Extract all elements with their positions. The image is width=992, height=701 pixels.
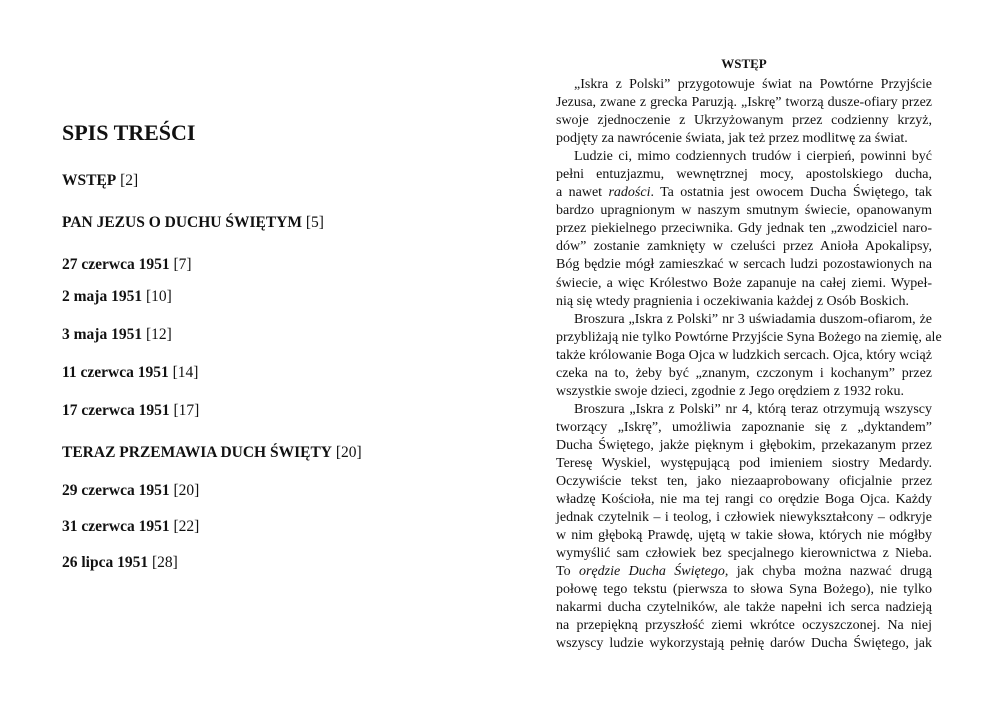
toc-entry[interactable] (62, 214, 324, 232)
intro-line: a nawet radości. Ta ostatnia jest owocem Ducha Świętego, tak (556, 185, 932, 201)
toc-entry[interactable] (62, 172, 138, 190)
toc-entry-page: [10] (142, 288, 172, 305)
intro-line: połowę tego tekstu (pierwsza to słowa Syna Bożego), nie tylko (556, 582, 932, 598)
toc-entry[interactable] (62, 364, 198, 382)
toc-entry-page: [20] (332, 444, 362, 461)
intro-line: Jezusa, zwane z grecka Paruzją. „Iskrę” tworzą dusze-ofiary przez (556, 95, 932, 111)
intro-line: przez piekielnego przeciwnika. Gdy jednak ten „zwodziciel naro- (556, 221, 932, 237)
toc-entry[interactable] (62, 326, 172, 344)
toc-title: SPIS TREŚCI (62, 120, 196, 145)
toc-entry[interactable] (62, 482, 199, 500)
intro-line: Ducha Świętego, jakże pięknym i głębokim, przekazanym przez (556, 437, 932, 453)
toc-entry-page: [22] (169, 518, 200, 535)
intro-heading: WSTĘP (721, 56, 767, 71)
intro-line: przybliżają nie tylko Powtórne Przyjście Syna Bożego na ziemię, ale (556, 329, 942, 345)
toc-entry-label: 3 maja 1951 (62, 326, 143, 343)
intro-line: swoje zjednoczenie z Ukrzyżowanym przez codzienny krzyż, (556, 113, 932, 129)
intro-line: na przepiękną przyszłość ziemi wkrótce oczyszczonej. Na niej (556, 618, 932, 634)
intro-line: Broszura „Iskra z Polski” nr 3 uświadamia duszom-ofiarom, że (574, 311, 932, 327)
toc-entry-page: [2] (116, 172, 139, 189)
toc-entry[interactable] (62, 444, 362, 462)
intro-line: wymyślić sam człowiek bez specjalnego kierownictwa z Nieba. (556, 546, 932, 562)
toc-entry-page: [17] (169, 402, 200, 419)
intro-line: Bóg będzie mógł zamieszkać w sercach ludzi pozostawionych na (556, 257, 932, 273)
intro-line: Broszura „Iskra z Polski” nr 4, którą teraz otrzymują wszyscy (574, 401, 932, 417)
intro-line: nią się wtedy pragnienia i oczekiwania każdej z Osób Boskich. (556, 293, 909, 309)
toc-entry-page: [28] (148, 554, 178, 571)
toc-entry-label: WSTĘP (62, 172, 117, 189)
intro-text (556, 76, 942, 654)
toc-entry[interactable] (62, 402, 199, 420)
intro-line: tworzący „Iskrę”, umożliwia zapoznanie się z „dyktandem” (556, 419, 932, 435)
intro-line: Ludzie ci, mimo codziennych trudów i cierpień, powinni być (574, 149, 932, 165)
intro-line: wszyscy ludzie wykorzystają pełnię darów Ducha Świętego, jak (556, 636, 932, 652)
toc-entry-page: [5] (302, 214, 324, 231)
intro-line: wszystkie swoje dzieci, zgodnie z Jego orędziem z 1932 roku. (556, 383, 904, 399)
intro-line: nakarmi ducha czytelników, ale także napełni ich serca nadzieją (556, 600, 932, 616)
toc-entry-page: [12] (142, 326, 172, 343)
intro-line: także królowanie Boga Ojca w ludzkich sercach. Ojca, który wciąż (556, 347, 932, 363)
intro-line: czeka na to, żeby być „znanym, czczonym i kochanym” przez (556, 365, 932, 381)
intro-line: władzę Kościoła, nie ma tej rangi co orędzie Boga Ojca. Każdy (556, 492, 932, 508)
toc-entry-label: 11 czerwca 1951 (62, 364, 169, 381)
toc-entry[interactable] (62, 256, 192, 274)
intro-line: To orędzie Ducha Świętego, jak chyba można nazwać drugą (556, 564, 932, 580)
toc-entry-label: PAN JEZUS O DUCHU ŚWIĘTYM (62, 214, 302, 231)
toc-entry-label: 26 lipca 1951 (62, 554, 149, 571)
toc-entry-page: [14] (168, 364, 199, 381)
intro-line: Teresę Wyskiel, występującą pod imieniem siostry Medardy. (556, 455, 932, 471)
intro-line: świecie, a więc Królestwo Boże zapanuje na całej ziemi. Wypeł- (556, 275, 932, 291)
intro-line: jednak czytelnik – i teolog, i człowiek niewykształcony – odkryje (556, 510, 932, 526)
toc-entry-label: 2 maja 1951 (62, 288, 143, 305)
intro-line: w nim głęboką Prawdę, ujętą w takie słowa, których nie mógłby (556, 528, 932, 544)
toc-entry[interactable] (62, 554, 178, 572)
toc-entry[interactable] (62, 288, 172, 306)
intro-line: podjęty za nawrócenie świata, jak też przez modlitwę za świat. (556, 131, 908, 147)
toc-entry-page: [20] (169, 482, 200, 499)
toc-entry-label: 29 czerwca 1951 (62, 482, 170, 499)
intro-line: „Iskra z Polski” przygotowuje świat na Powtórne Przyjście (574, 77, 932, 92)
intro-line: bardzo upragnionym w naszym smutnym świecie, opanowanym (556, 203, 932, 219)
intro-page (496, 0, 992, 701)
toc-entry-label: 17 czerwca 1951 (62, 402, 170, 419)
toc-entry-label: TERAZ PRZEMAWIA DUCH ŚWIĘTY (62, 444, 333, 461)
intro-line: Oczywiście tekst ten, jako niezaaprobowany oficjalnie przez (556, 474, 932, 490)
intro-line: pełni entuzjazmu, wewnętrznej mocy, apostolskiego ducha, (556, 167, 932, 183)
toc-entry[interactable] (62, 518, 199, 536)
toc-entry-label: 31 czerwca 1951 (62, 518, 170, 535)
intro-line: dów” zostanie zamknięty w czeluści przez Anioła Apokalipsy, (556, 239, 932, 255)
toc-entry-page: [7] (169, 256, 192, 273)
toc-entry-label: 27 czerwca 1951 (62, 256, 170, 273)
